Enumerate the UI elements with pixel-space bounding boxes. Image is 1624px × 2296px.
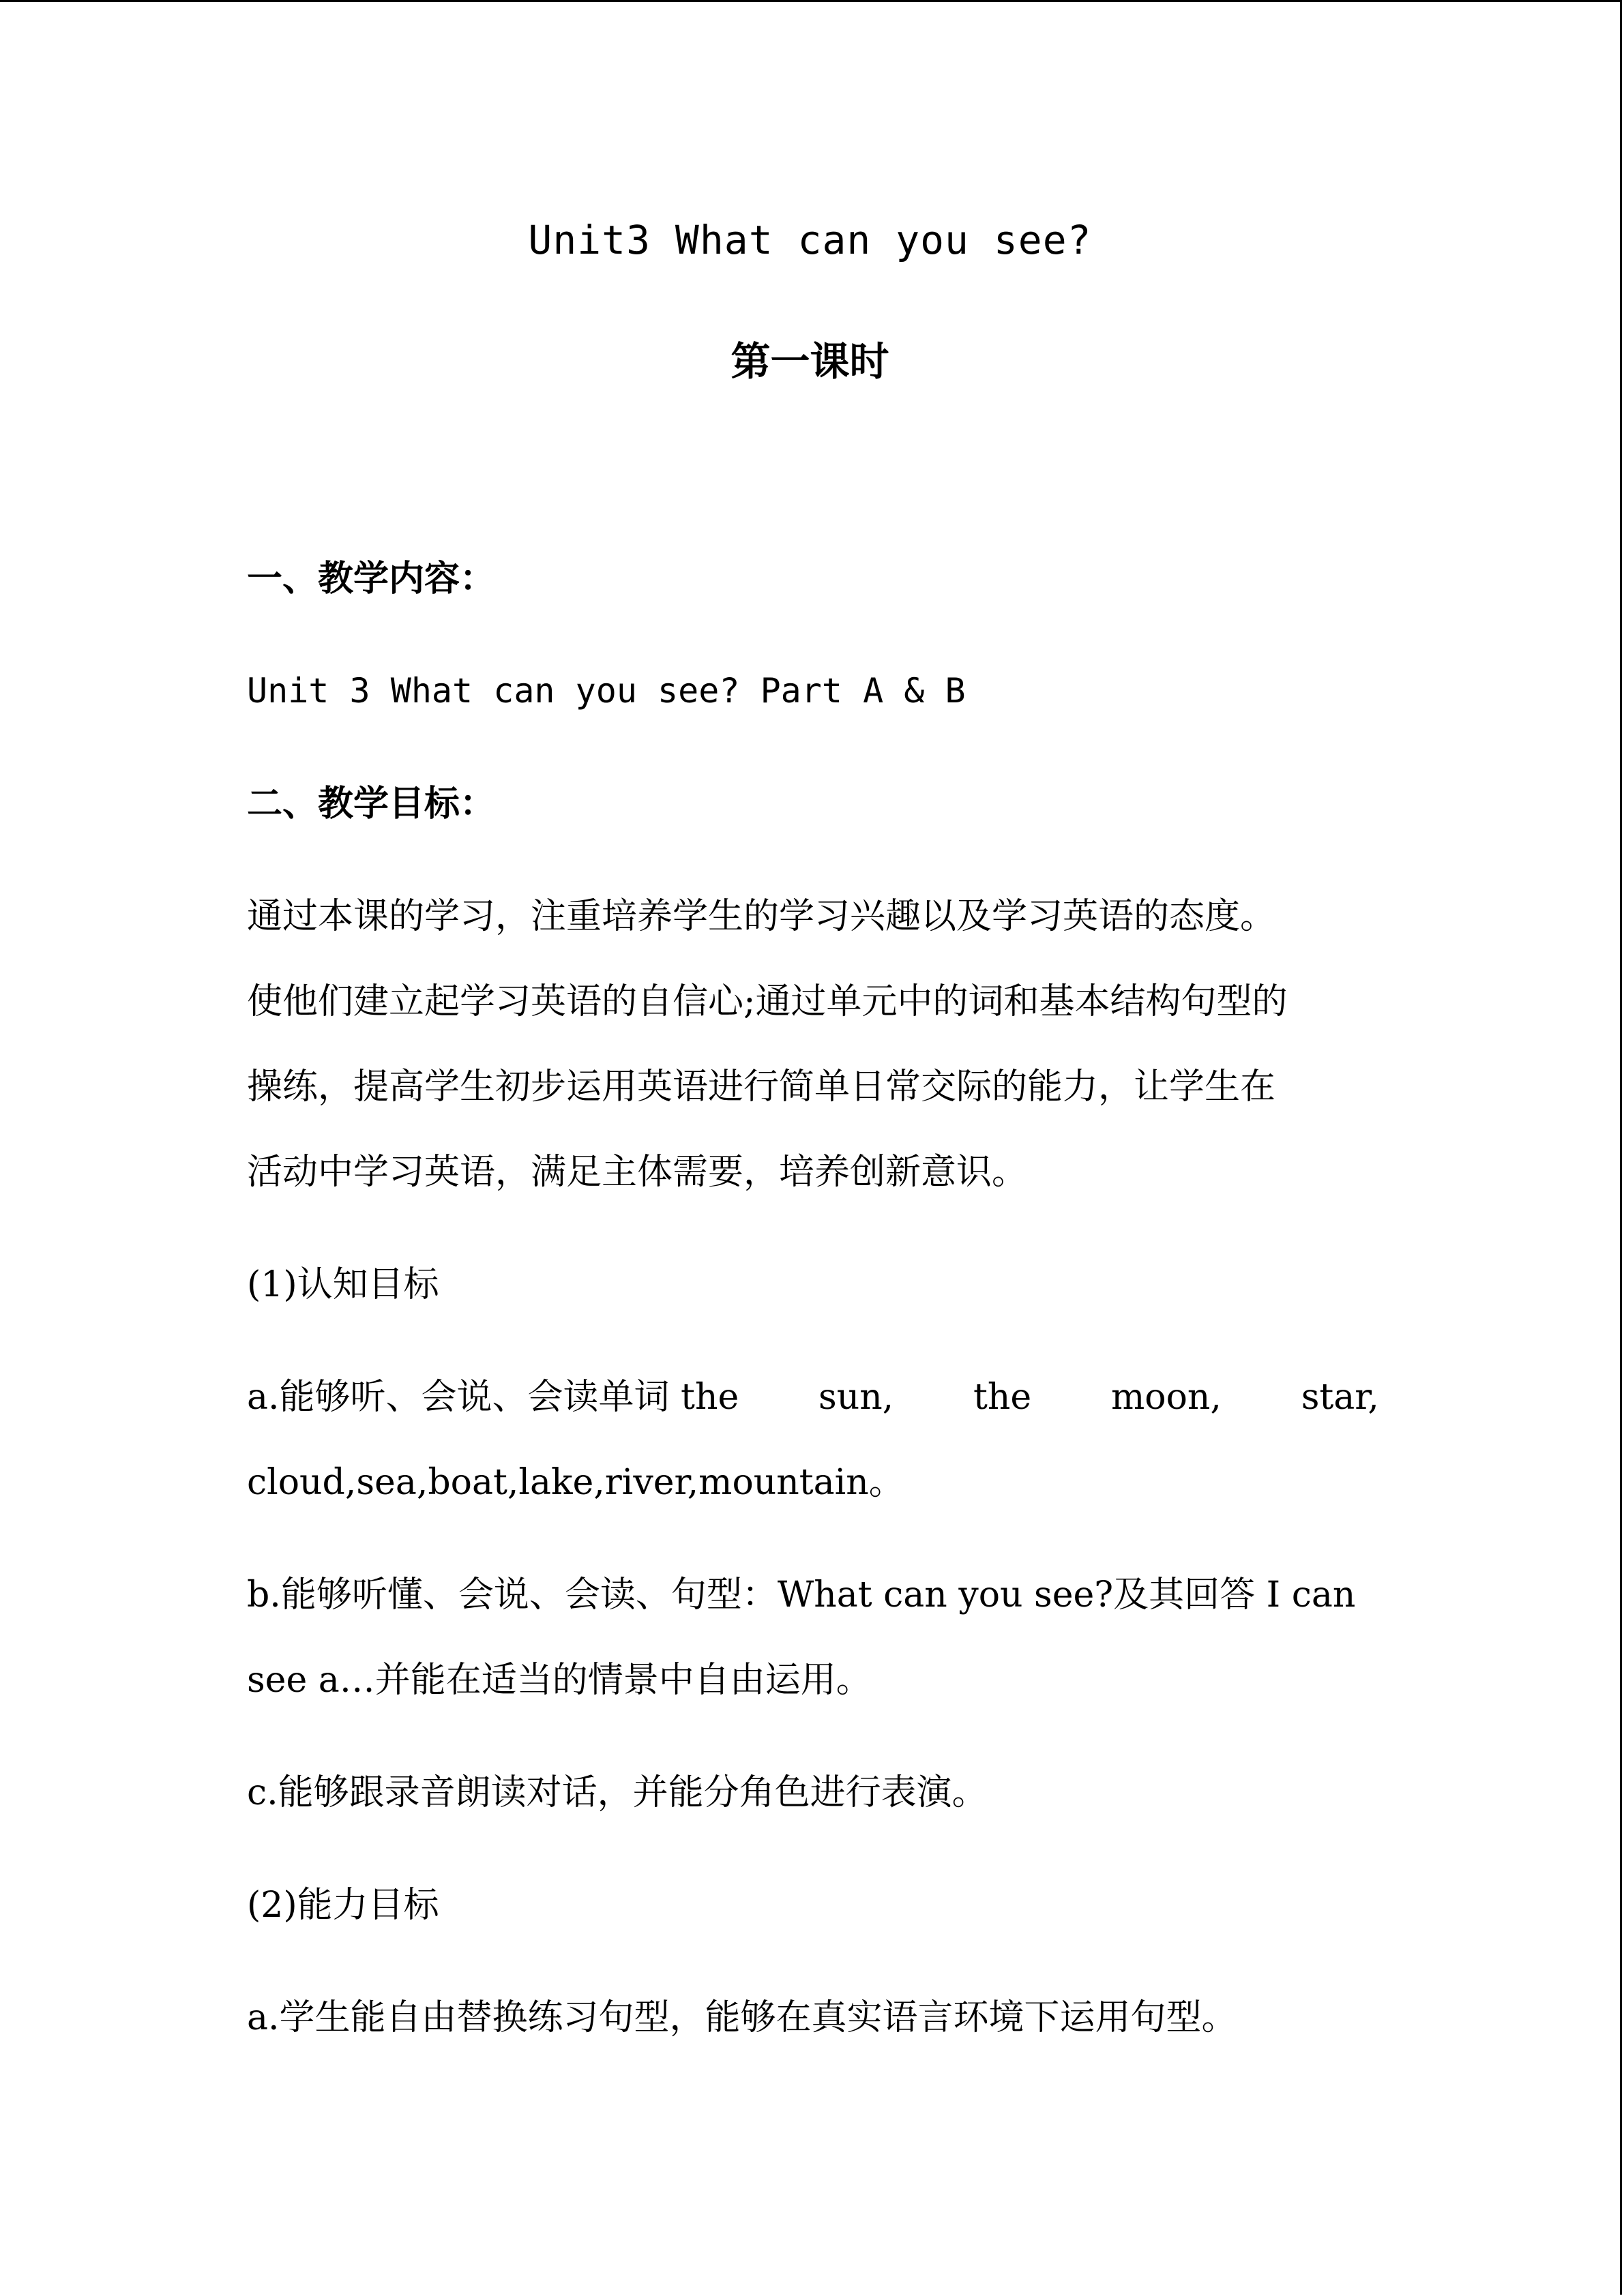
ability-goal-item-a: a.学生能自由替换练习句型，能够在真实语言环境下运用句型。 bbox=[247, 1997, 1237, 2038]
goal-item-b-line1: b.能够听懂、会说、会读、句型：What can you see?及其回答 I can bbox=[247, 1575, 1356, 1615]
paragraph-line: 使他们建立起学习英语的自信心;通过单元中的词和基本结构句型的 bbox=[247, 981, 1288, 1022]
goal-item-a-part: moon, bbox=[1110, 1377, 1222, 1418]
goal-item-a-part: sun, bbox=[818, 1377, 894, 1418]
section-heading-teaching-goals: 二、教学目标： bbox=[247, 784, 496, 824]
teaching-content-text: Unit 3 What can you see? Part A & B bbox=[247, 671, 966, 711]
goal-item-a-part: a.能够听、会说、会读单词 the bbox=[247, 1377, 739, 1418]
section-heading-teaching-content: 一、教学内容： bbox=[247, 558, 496, 599]
goal-item-a-line2: cloud,sea,boat,lake,river,mountain。 bbox=[247, 1462, 904, 1503]
goal-item-b-line2: see a…并能在适当的情景中自由运用。 bbox=[247, 1660, 872, 1701]
paragraph-line: 操练，提高学生初步运用英语进行简单日常交际的能力，让学生在 bbox=[247, 1067, 1276, 1107]
cognitive-goals-heading: (1)认知目标 bbox=[247, 1264, 439, 1305]
paragraph-line: 通过本课的学习，注重培养学生的学习兴趣以及学习英语的态度。 bbox=[247, 896, 1276, 937]
goal-item-a-line1 bbox=[247, 1376, 1379, 1418]
goal-item-a-part: star, bbox=[1301, 1377, 1379, 1418]
document-subtitle: 第一课时 bbox=[730, 338, 889, 385]
goal-item-a-part: the bbox=[973, 1377, 1032, 1418]
document-title: Unit3 What can you see? bbox=[528, 217, 1092, 263]
paragraph-line: 活动中学习英语，满足主体需要，培养创新意识。 bbox=[247, 1152, 1028, 1193]
goal-item-c: c.能够跟录音朗读对话，并能分角色进行表演。 bbox=[247, 1772, 988, 1813]
ability-goals-heading: (2)能力目标 bbox=[247, 1885, 439, 1926]
